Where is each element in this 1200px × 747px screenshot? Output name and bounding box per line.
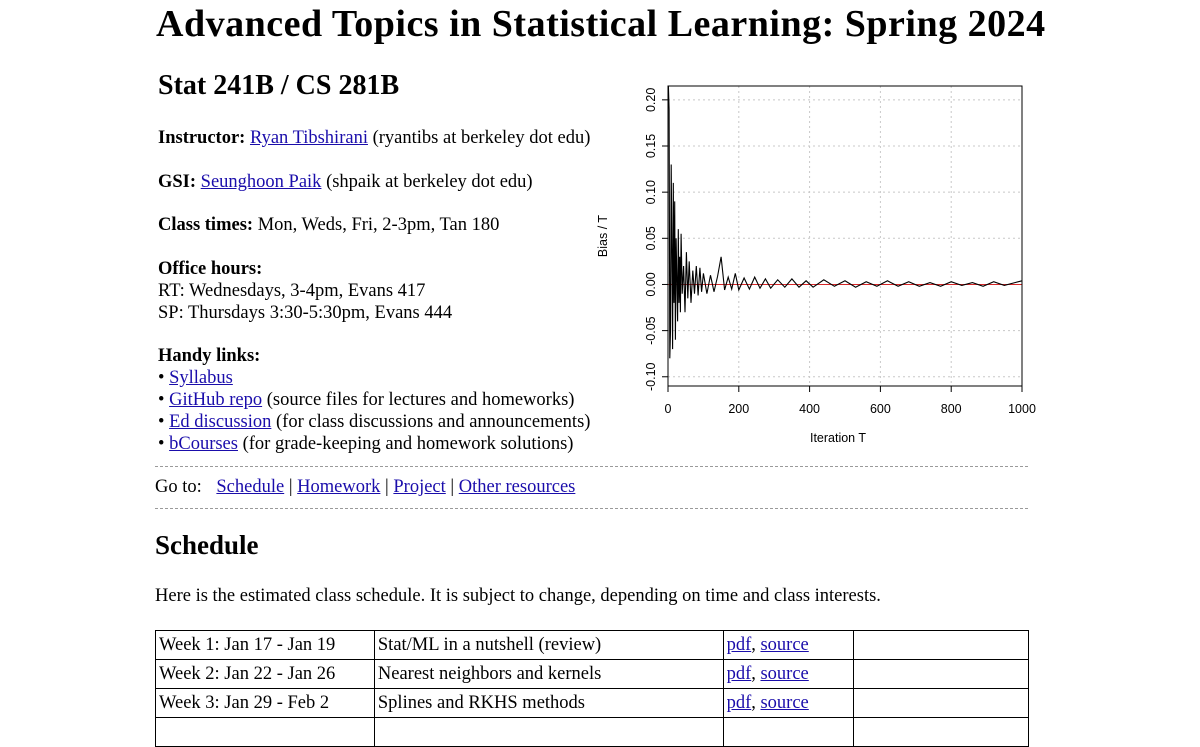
table-row (156, 660, 1029, 689)
source-link[interactable]: source (760, 692, 809, 713)
nav-schedule-link[interactable]: Schedule (216, 477, 285, 497)
schedule-intro: Here is the estimated class schedule. It is subject to change, depending on time and class interests. (155, 586, 881, 606)
github-repo-link[interactable]: GitHub repo (169, 390, 263, 410)
github-repo-desc: (source files for lectures and homeworks) (262, 390, 575, 410)
chart-x-tick-label: 400 (799, 402, 821, 416)
class-times-value: Mon, Weds, Fri, 2-3pm, Tan 180 (253, 215, 500, 235)
materials-cell (723, 631, 854, 660)
syllabus-link[interactable]: Syllabus (169, 368, 233, 388)
office-hours-sp: SP: Thursdays 3:30-5:30pm, Evans 444 (158, 303, 453, 323)
chart-y-axis (644, 88, 668, 391)
class-times-line (158, 214, 499, 236)
pdf-link[interactable]: pdf (726, 692, 752, 713)
chart-y-tick-label: -0.10 (644, 362, 658, 392)
chart-x-tick-label: 800 (940, 402, 962, 416)
bullet: • (158, 368, 170, 388)
topic-cell: Nearest neighbors and kernels (374, 660, 723, 689)
notes-cell (854, 718, 1029, 747)
link-item-bcourses (158, 433, 590, 455)
schedule-heading: Schedule (155, 530, 259, 560)
link-separator: , (751, 663, 761, 684)
instructor-contact: (ryantibs at berkeley dot edu) (367, 128, 591, 148)
bullet: • (158, 390, 170, 410)
chart-x-tick-label: 0 (664, 402, 672, 416)
chart-x-label: Iteration T (809, 431, 867, 445)
chart-x-axis (665, 386, 1036, 416)
link-separator: , (751, 692, 761, 713)
course-code: Stat 241B / CS 281B (158, 70, 400, 101)
chart-y-tick-label: 0.05 (644, 226, 658, 251)
pdf-link[interactable]: pdf (726, 634, 752, 655)
pdf-link[interactable]: pdf (726, 663, 752, 684)
class-times-label: Class times: (158, 215, 254, 235)
office-hours-block (158, 258, 452, 324)
ed-discussion-link[interactable]: Ed discussion (169, 412, 272, 432)
link-item-syllabus (158, 367, 590, 389)
chart-x-tick-label: 600 (869, 402, 891, 416)
materials-cell (723, 718, 854, 747)
table-row (156, 689, 1029, 718)
link-item-github (158, 389, 590, 411)
nav-homework-link[interactable]: Homework (297, 477, 381, 497)
gsi-link[interactable]: Seunghoon Paik (200, 172, 322, 192)
chart-frame (668, 86, 1022, 386)
ed-discussion-desc: (for class discussions and announcements) (271, 412, 591, 432)
chart-y-tick-label: -0.05 (644, 316, 658, 345)
chart-x-tick-label: 200 (728, 402, 750, 416)
instructor-link[interactable]: Ryan Tibshirani (249, 128, 368, 148)
divider-top (155, 466, 1028, 467)
week-cell (156, 718, 375, 747)
source-link[interactable]: source (760, 634, 809, 655)
chart-y-tick-label: 0.15 (644, 133, 658, 159)
instructor-label: Instructor: (158, 128, 246, 148)
goto-label: Go to: (155, 477, 202, 497)
week-cell: Week 1: Jan 17 - Jan 19 (156, 631, 375, 660)
gsi-contact: (shpaik at berkeley dot edu) (321, 172, 533, 192)
gsi-label: GSI: (158, 172, 197, 192)
link-separator: , (751, 634, 761, 655)
divider-bottom (155, 508, 1028, 509)
office-hours-label: Office hours: (158, 259, 263, 279)
notes-cell (854, 660, 1029, 689)
table-row (156, 631, 1029, 660)
nav-separator: | (284, 477, 298, 497)
topic-cell (374, 718, 723, 747)
office-hours-rt: RT: Wednesdays, 3-4pm, Evans 417 (158, 281, 426, 301)
chart-series-line (668, 86, 1022, 358)
topic-cell: Stat/ML in a nutshell (review) (374, 631, 723, 660)
nav-project-link[interactable]: Project (393, 477, 446, 497)
materials-cell (723, 689, 854, 718)
bullet: • (158, 434, 170, 454)
handy-links-block (158, 345, 590, 455)
materials-cell (723, 660, 854, 689)
chart-y-tick-label: 0.00 (644, 272, 658, 297)
bullet: • (158, 412, 170, 432)
week-cell: Week 2: Jan 22 - Jan 26 (156, 660, 375, 689)
schedule-table (155, 630, 1029, 747)
instructor-line (158, 127, 590, 149)
chart-y-tick-label: 0.20 (644, 87, 658, 113)
source-link[interactable]: source (760, 663, 809, 684)
nav-separator: | (380, 477, 394, 497)
gsi-line (158, 171, 533, 193)
chart-y-label: Bias / T (596, 214, 610, 258)
notes-cell (854, 631, 1029, 660)
chart-grid (668, 86, 1022, 386)
notes-cell (854, 689, 1029, 718)
bcourses-desc: (for grade-keeping and homework solutions) (237, 434, 574, 454)
week-cell: Week 3: Jan 29 - Feb 2 (156, 689, 375, 718)
bcourses-link[interactable]: bCourses (169, 434, 238, 454)
chart-x-tick-label: 1000 (1008, 402, 1036, 416)
nav-other-resources-link[interactable]: Other resources (458, 477, 576, 497)
link-item-ed (158, 411, 590, 433)
handy-links-label: Handy links: (158, 346, 261, 366)
chart-y-tick-label: 0.10 (644, 179, 658, 205)
nav-separator: | (445, 477, 459, 497)
table-row (156, 718, 1029, 747)
topic-cell: Splines and RKHS methods (374, 689, 723, 718)
page-title: Advanced Topics in Statistical Learning: Spring 2024 (156, 3, 1046, 45)
bias-chart (590, 75, 1040, 455)
goto-nav (155, 477, 575, 498)
